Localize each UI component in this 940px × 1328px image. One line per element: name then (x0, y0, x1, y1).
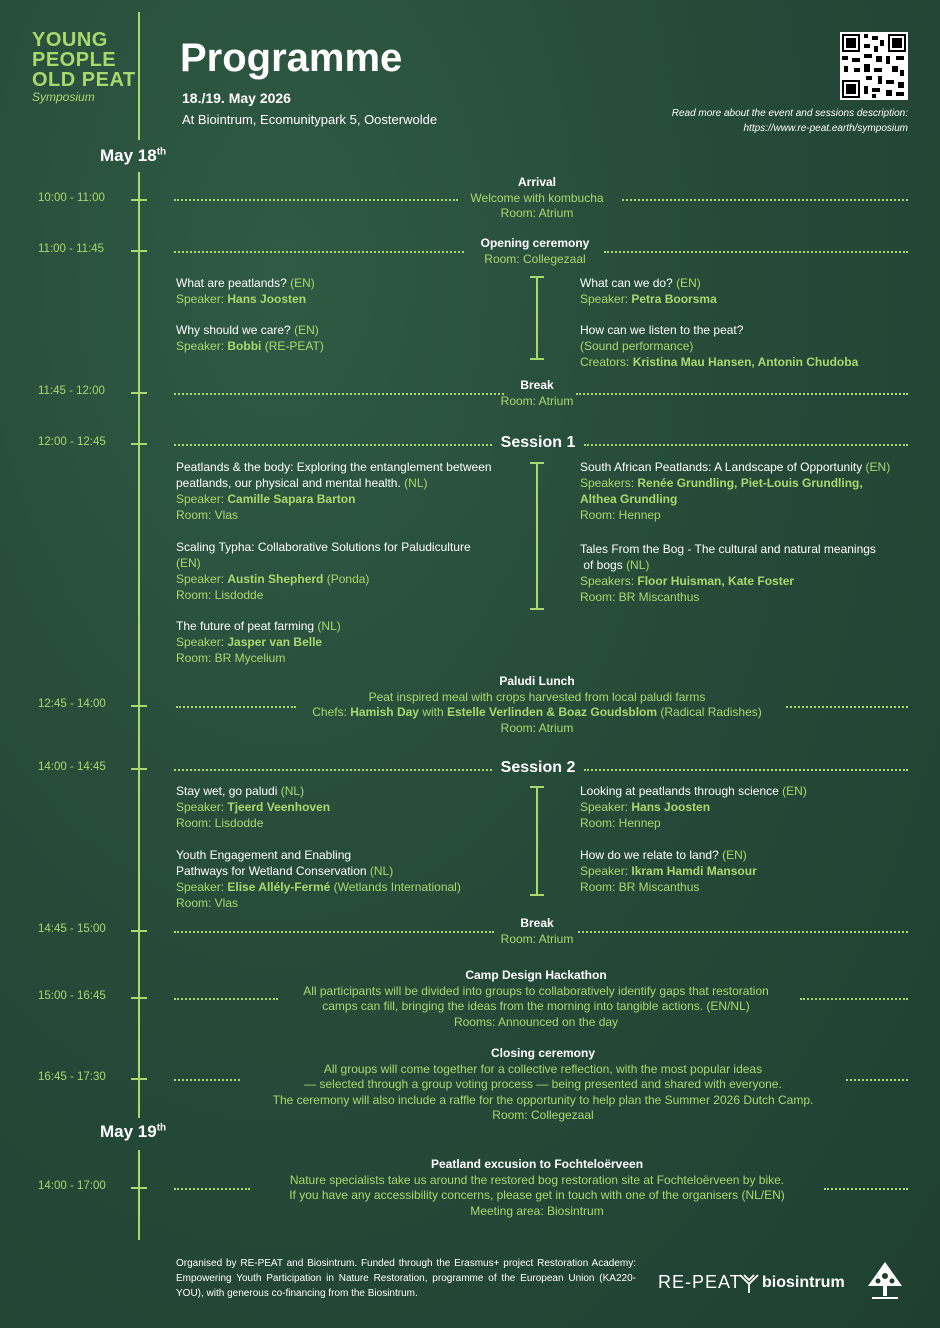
biosintrum-mark-icon (738, 1272, 760, 1299)
dotted-leader (174, 931, 494, 933)
read-more-text: Read more about the event and sessions description: (671, 108, 908, 119)
time-slot: 11:00 - 11:45 (38, 243, 105, 255)
speaker-name: Ikram Hamdi Mansour (631, 864, 757, 878)
divider-tick (530, 358, 544, 360)
dotted-leader (800, 998, 908, 1000)
talk-room: Room: Lisdodde (176, 816, 264, 830)
dotted-leader (174, 444, 492, 446)
speaker-label: Speaker: (580, 292, 629, 306)
talk-lang: (EN) (176, 556, 201, 570)
break-room: Room: Atrium (500, 931, 574, 946)
dotted-leader (174, 199, 458, 201)
talk-title: Why should we care? (176, 323, 291, 337)
time-slot: 14:45 - 15:00 (38, 923, 106, 935)
talk-room: Room: Hennep (580, 816, 661, 830)
logo-line-2: PEOPLE (32, 49, 117, 71)
time-slot: 10:00 - 11:00 (38, 192, 105, 204)
lunch-room: Room: Atrium (500, 720, 574, 735)
talk-lang: (NL) (404, 476, 428, 490)
divider-tick (530, 894, 544, 896)
opening-divider (536, 276, 538, 360)
speaker-names: Renée Grundling, Piet-Louis Grundling, (637, 476, 863, 490)
speaker-label: Speaker: (176, 635, 225, 649)
time-slot: 14:00 - 14:45 (38, 761, 106, 773)
dotted-leader (824, 1188, 908, 1190)
re-peat-logo: RE-PEAT (658, 1272, 742, 1292)
excursion-title: Peatland excusion to Fochteloërveen (430, 1157, 644, 1171)
time-slot: 15:00 - 16:45 (38, 990, 106, 1002)
speaker-label: Speakers: (580, 476, 635, 490)
speaker-name: Austin Shepherd (227, 572, 324, 586)
header-divider (138, 12, 140, 140)
session-1-title: Session 1 (500, 434, 576, 451)
dotted-leader (174, 393, 504, 395)
session-1-divider (536, 462, 538, 610)
break-2-block (490, 916, 584, 947)
speaker-label: Speaker: (580, 864, 629, 878)
read-more-note (672, 106, 908, 136)
closing-desc-3: The ceremony will also include a raffle for the opportunity to help plan the Summer 2026 Dutch Camp. (272, 1092, 814, 1107)
speaker-name: Camille Sapara Barton (227, 492, 356, 506)
speaker-label: Speaker: (580, 800, 629, 814)
talk-title: What are peatlands? (176, 276, 287, 290)
speaker-label: Speaker: (176, 800, 225, 814)
page-title: Programme (180, 36, 403, 80)
day-heading-1 (100, 146, 166, 166)
event-dates: 18./19. May 2026 (182, 90, 291, 106)
talk-lang: (NL) (317, 619, 341, 633)
dotted-leader (174, 1079, 240, 1081)
biosintrum-logo: biosintrum (762, 1274, 845, 1291)
break-title: Break (520, 378, 554, 392)
excursion-room: Meeting area: Biosintrum (470, 1203, 604, 1218)
footer-credits: Organised by RE-PEAT and Biosintrum. Funded through the Erasmus+ project Restoration Academy: Empowering Youth Participation in Nature Restoration, programme of the European Union (KA220-YOU), with generous co-financing from the Biosintrum. (176, 1258, 636, 1299)
lunch-block (296, 674, 778, 736)
opening-title: Opening ceremony (480, 236, 590, 250)
timeline-tick (131, 768, 147, 770)
talk-room: Room: Vlas (176, 896, 239, 910)
dotted-leader (584, 444, 908, 446)
read-more-url[interactable]: https://www.re-peat.earth/symposium (743, 123, 908, 134)
talk-room: Room: BR Mycelium (176, 651, 286, 665)
speaker-org: (RE-PEAT) (264, 339, 324, 353)
talk-title: Peatlands & the body: Exploring the entanglement between peatlands, our physical and mental health. (176, 460, 492, 490)
talk-note: (Sound performance) (580, 339, 694, 353)
excursion-desc-1: Nature specialists take us around the restored bog restoration site at Fochteloërveen by bike. (289, 1172, 785, 1187)
talk-relate-to-land (580, 847, 910, 895)
day-2-suffix: th (156, 1122, 167, 1134)
speaker-label: Speaker: (176, 339, 225, 353)
dotted-leader (174, 769, 492, 771)
talk-why-care (176, 322, 516, 354)
chefs-org: (Radical Radishes) (660, 705, 762, 719)
talk-scaling-typha (176, 539, 496, 603)
day-1-label: May 18 (100, 146, 157, 165)
closing-title: Closing ceremony (490, 1046, 596, 1060)
talk-title: Youth Engagement and Enabling (176, 848, 352, 862)
break-title: Break (520, 916, 554, 930)
dotted-leader (174, 1188, 250, 1190)
talk-lang: (EN) (676, 276, 701, 290)
talk-title: What can we do? (580, 276, 673, 290)
talk-lang: (EN) (865, 460, 891, 474)
qr-code-icon[interactable] (840, 32, 908, 100)
closing-desc-2: — selected through a group voting process — being presented and shared with everyone. (304, 1077, 782, 1091)
talk-lang: (EN) (290, 276, 315, 290)
speaker-name: Elise Allély-Fermé (227, 880, 331, 894)
hackathon-title: Camp Design Hackathon (465, 968, 607, 982)
talk-room: Room: Vlas (176, 508, 239, 522)
dotted-leader (576, 393, 908, 395)
speaker-label: Speaker: (176, 572, 225, 586)
talk-room: Room: Lisdodde (176, 588, 264, 602)
timeline-tick (131, 1187, 147, 1189)
hackathon-room: Rooms: Announced on the day (453, 1014, 619, 1029)
tree-emblem-icon (864, 1260, 906, 1302)
event-venue: At Biointrum, Ecomunitypark 5, Oosterwolde (182, 112, 438, 127)
speaker-label: Speakers: (580, 574, 635, 588)
chefs-label: Chefs: (312, 705, 347, 719)
dotted-leader (578, 931, 908, 933)
arrival-desc: Welcome with kombucha (470, 190, 604, 205)
speaker-name: Jasper van Belle (227, 635, 323, 649)
timeline-tick (131, 443, 147, 445)
logo-line-3: OLD PEAT (32, 69, 136, 91)
talk-title-cont: Pathways for Wetland Conservation (176, 864, 367, 878)
lunch-title: Paludi Lunch (499, 674, 575, 688)
opening-block (465, 236, 605, 267)
timeline-tick (131, 1078, 147, 1080)
time-slot: 14:00 - 17:00 (38, 1180, 106, 1192)
hackathon-desc-1: All participants will be divided into groups to collaboratively identify gaps that restoration (303, 983, 769, 998)
talk-lang: (EN) (294, 323, 319, 337)
talk-lang: (EN) (722, 848, 747, 862)
timeline-tick (131, 705, 147, 707)
talk-peatlands-body (176, 459, 496, 523)
time-slot: 16:45 - 17:30 (38, 1071, 106, 1083)
session-2-divider (536, 786, 538, 896)
dotted-leader (604, 251, 908, 253)
dotted-leader (174, 251, 464, 253)
talk-room: Room: BR Miscanthus (580, 880, 700, 894)
divider-tick (530, 786, 544, 788)
timeline-day1 (138, 172, 140, 1118)
talk-title: Tales From the Bog - The cultural and natural meanings (580, 542, 876, 556)
speaker-org: (Wetlands International) (333, 880, 461, 894)
speaker-label: Speaker: (176, 880, 225, 894)
time-slot: 12:00 - 12:45 (38, 436, 106, 448)
lunch-desc: Peat inspired meal with crops harvested from local paludi farms (368, 689, 706, 704)
speaker-names-cont: Althea Grundling (580, 492, 678, 506)
talk-stay-wet (176, 783, 496, 831)
time-slot: 11:45 - 12:00 (38, 385, 105, 397)
talk-title: Looking at peatlands through science (580, 784, 779, 798)
hackathon-block (278, 968, 794, 1030)
divider-tick (530, 462, 544, 464)
timeline-tick (131, 930, 147, 932)
dotted-leader (584, 769, 908, 771)
speaker-name: Bobbi (227, 339, 262, 353)
logo-line-1: YOUNG (32, 29, 108, 51)
timeline-day2 (138, 1150, 140, 1240)
speaker-name: Hans Joosten (227, 292, 307, 306)
speaker-org: (Ponda) (326, 572, 370, 586)
talk-room: Room: Hennep (580, 508, 661, 522)
creators-names: Kristina Mau Hansen, Antonin Chudoba (632, 355, 859, 369)
talk-lang: (NL) (369, 864, 394, 878)
talk-title: Stay wet, go paludi (176, 784, 278, 798)
logo-subtitle: Symposium (32, 90, 95, 104)
closing-room: Room: Collegezaal (492, 1108, 594, 1122)
day-2-label: May 19 (100, 1122, 157, 1141)
talk-title-cont: of bogs (583, 558, 623, 572)
chef-name-1: Hamish Day (350, 705, 419, 719)
closing-desc-1: All groups will come together for a collective reflection, with the most popular ideas (323, 1061, 763, 1076)
arrival-title: Arrival (517, 175, 557, 189)
break-room: Room: Atrium (500, 393, 574, 408)
talk-south-african-peatlands (580, 459, 915, 523)
talk-listen-to-peat (580, 322, 910, 370)
chef-name-2: Estelle Verlinden & Boaz Goudsblom (447, 705, 658, 719)
chefs-with: with (422, 705, 444, 719)
speaker-name: Hans Joosten (631, 800, 711, 814)
talk-future-peat-farming (176, 618, 496, 666)
closing-block (240, 1046, 846, 1124)
divider-tick (530, 276, 544, 278)
timeline-tick (131, 997, 147, 999)
opening-room: Room: Collegezaal (484, 251, 586, 266)
talk-title: How can we listen to the peat? (580, 323, 744, 337)
arrival-block (440, 175, 634, 222)
dotted-leader (846, 1079, 908, 1081)
time-slot: 12:45 - 14:00 (38, 698, 106, 710)
speaker-label: Speaker: (176, 292, 225, 306)
speaker-label: Speaker: (176, 492, 225, 506)
talk-looking-through-science (580, 783, 910, 831)
talk-title: Scaling Typha: Collaborative Solutions for Paludiculture (176, 540, 471, 554)
timeline-tick (131, 250, 147, 252)
talk-what-can-we-do (580, 275, 910, 307)
session-2-title: Session 2 (500, 759, 576, 776)
talk-title: South African Peatlands: A Landscape of Opportunity (580, 460, 863, 474)
excursion-block (250, 1157, 824, 1219)
hackathon-desc-2: camps can fill, bringing the ideas from the morning into tangible actions. (EN/NL) (322, 999, 750, 1013)
break-1-block (490, 378, 584, 409)
dotted-leader (174, 998, 278, 1000)
arrival-room: Room: Atrium (500, 206, 574, 220)
timeline-tick (131, 199, 147, 201)
talk-lang: (NL) (280, 784, 305, 798)
talk-tales-from-bog (580, 541, 915, 605)
symposium-logo (32, 30, 136, 104)
dotted-leader (176, 706, 296, 708)
dotted-leader (786, 706, 908, 708)
creators-label: Creators: (580, 355, 630, 369)
talk-lang: (NL) (626, 558, 650, 572)
talk-what-are-peatlands (176, 275, 516, 307)
divider-tick (530, 608, 544, 610)
day-1-suffix: th (156, 146, 167, 158)
excursion-desc-2: If you have any accessibility concerns, please get in touch with one of the organisers (NL/EN) (289, 1188, 785, 1202)
talk-title: How do we relate to land? (580, 848, 719, 862)
talk-lang: (EN) (782, 784, 807, 798)
day-heading-2 (100, 1122, 166, 1142)
speaker-name: Tjeerd Veenhoven (227, 800, 331, 814)
talk-room: Room: BR Miscanthus (580, 590, 700, 604)
speaker-names: Floor Huisman, Kate Foster (637, 574, 795, 588)
talk-youth-engagement (176, 847, 516, 911)
speaker-name: Petra Boorsma (631, 292, 717, 306)
timeline-tick (131, 392, 147, 394)
talk-title: The future of peat farming (176, 619, 315, 633)
dotted-leader (622, 199, 908, 201)
